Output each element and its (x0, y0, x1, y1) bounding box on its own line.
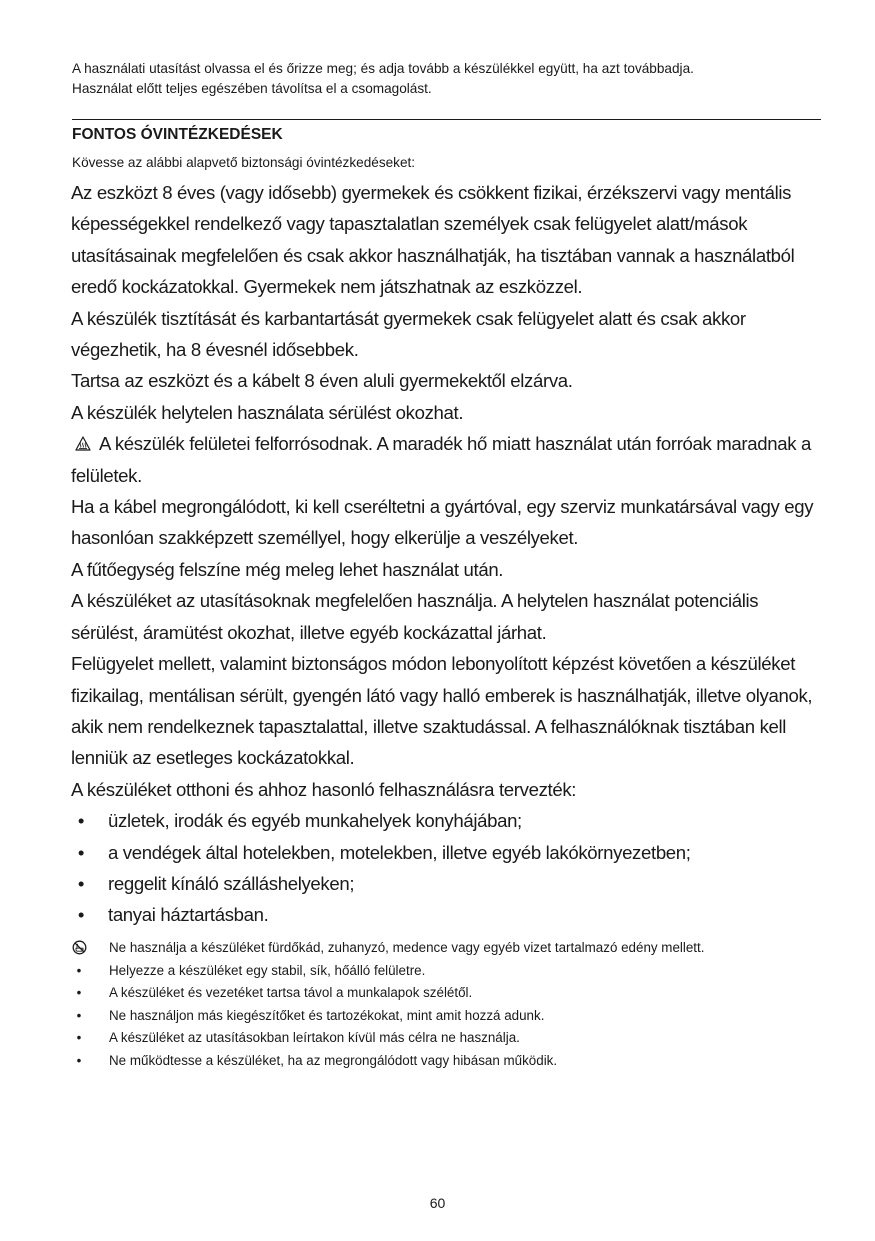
paragraph: A készüléket az utasításoknak megfelelően használja. A helytelen használat potenciális sérülést, áramütést okozhat, illetve egyéb kockázattal járhat. (71, 590, 759, 643)
hot-surface-warning-icon (75, 429, 91, 444)
list-item (71, 837, 821, 868)
section-subtitle: Kövesse az alábbi alapvető biztonsági óvintézkedéseket: (72, 155, 416, 170)
safety-instructions (71, 177, 821, 931)
note-item (71, 1050, 831, 1073)
note-text: Helyezze a készüléket egy stabil, sík, hőálló felületre. (109, 962, 426, 978)
note-item (71, 960, 831, 983)
intro-line: Használat előtt teljes egészében távolítsa el a csomagolást. (72, 81, 432, 96)
paragraph: A készülék helytelen használata sérülést okozhat. (71, 401, 464, 423)
list-item-text: üzletek, irodák és egyéb munkahelyek konyhájában; (108, 810, 522, 832)
list-item-text: a vendégek által hotelekben, motelekben, illetve egyéb lakókörnyezetben; (108, 841, 691, 863)
bullet: • (77, 872, 85, 894)
prohibited-note (71, 937, 831, 960)
no-bath-icon (71, 937, 87, 960)
note-item (71, 1027, 831, 1050)
bullet: • (76, 1030, 82, 1046)
intro-text (72, 59, 832, 99)
paragraph: A készüléket otthoni és ahhoz hasonló felhasználásra tervezték: (71, 778, 577, 800)
note-text: A készüléket és vezetéket tartsa távol a munkalapok szélétől. (109, 985, 473, 1001)
additional-notes (71, 937, 831, 1073)
bullet: • (76, 1007, 82, 1023)
list-item (71, 805, 821, 836)
note-text: A készüléket az utasításokban leírtakon kívül más célra ne használja. (109, 1030, 520, 1046)
note-item (71, 982, 831, 1005)
paragraph-hot-surface (71, 428, 821, 491)
note-item (71, 1005, 831, 1028)
paragraph: Az eszközt 8 éves (vagy idősebb) gyermekek és csökkent fizikai, érzékszervi vagy mentális képességekkel rendelkező vagy tapasztalatlan személyek csak felügyelet alatt/mások utasításainak megfelelően és csak akkor használhatják, ha tisztában vannak a használatból eredő kockázatokkal. Gyermekek nem játszhatnak az eszközzel. (71, 182, 795, 298)
paragraph: A fűtőegység felszíne még meleg lehet használat után. (71, 558, 504, 580)
note-text: Ne használja a készüléket fürdőkád, zuhanyzó, medence vagy egyéb vizet tartalmazó edény mellett. (109, 940, 705, 955)
paragraph: Ha a kábel megrongálódott, ki kell cseréltetni a gyártóval, egy szerviz munkatársával vagy egy hasonlóan szakképzett személlyel, hogy elkerülje a veszélyeket. (71, 496, 814, 549)
list-item-text: reggelit kínáló szálláshelyeken; (108, 872, 355, 894)
bullet: • (76, 1052, 82, 1068)
bullet: • (77, 904, 85, 926)
note-text: Ne működtesse a készüléket, ha az megrongálódott vagy hibásan működik. (109, 1052, 558, 1068)
paragraph: Felügyelet mellett, valamint biztonságos módon lebonyolított képzést követően a készüléket fizikailag, mentálisan sérült, gyengén látó vagy halló emberek is használhatják, illetve olyanok, akik nem rendelkeznek tapasztalattal, illetve szaktudással. A felhasználóknak tisztában kell lenniük az esetleges kockázatokkal. (71, 653, 813, 769)
note-text: Ne használjon más kiegészítőket és tartozékokat, mint amit hozzá adunk. (109, 1007, 545, 1023)
bullet: • (77, 841, 85, 863)
list-item-text: tanyai háztartásban. (108, 904, 269, 926)
bullet: • (76, 985, 82, 1001)
section-heading: FONTOS ÓVINTÉZKEDÉSEK (72, 126, 283, 143)
bullet: • (76, 962, 82, 978)
paragraph: A készülék tisztítását és karbantartását gyermekek csak felügyelet alatt és csak akkor végezhetik, ha 8 évesnél idősebbek. (71, 307, 746, 361)
bullet: • (77, 810, 85, 832)
section-divider (72, 119, 821, 120)
page-number: 60 (429, 1195, 446, 1211)
usage-list (71, 805, 821, 931)
intro-line: A használati utasítást olvassa el és őrizze meg; és adja tovább a készülékkel együtt, ha azt továbbadja. (72, 61, 694, 76)
paragraph: Tartsa az eszközt és a kábelt 8 éven aluli gyermekektől elzárva. (71, 370, 573, 392)
list-item (71, 868, 821, 899)
list-item (71, 899, 821, 930)
paragraph-text: A készülék felületei felforrósodnak. A maradék hő miatt használat után forróak maradnak a felületek. (71, 433, 811, 486)
